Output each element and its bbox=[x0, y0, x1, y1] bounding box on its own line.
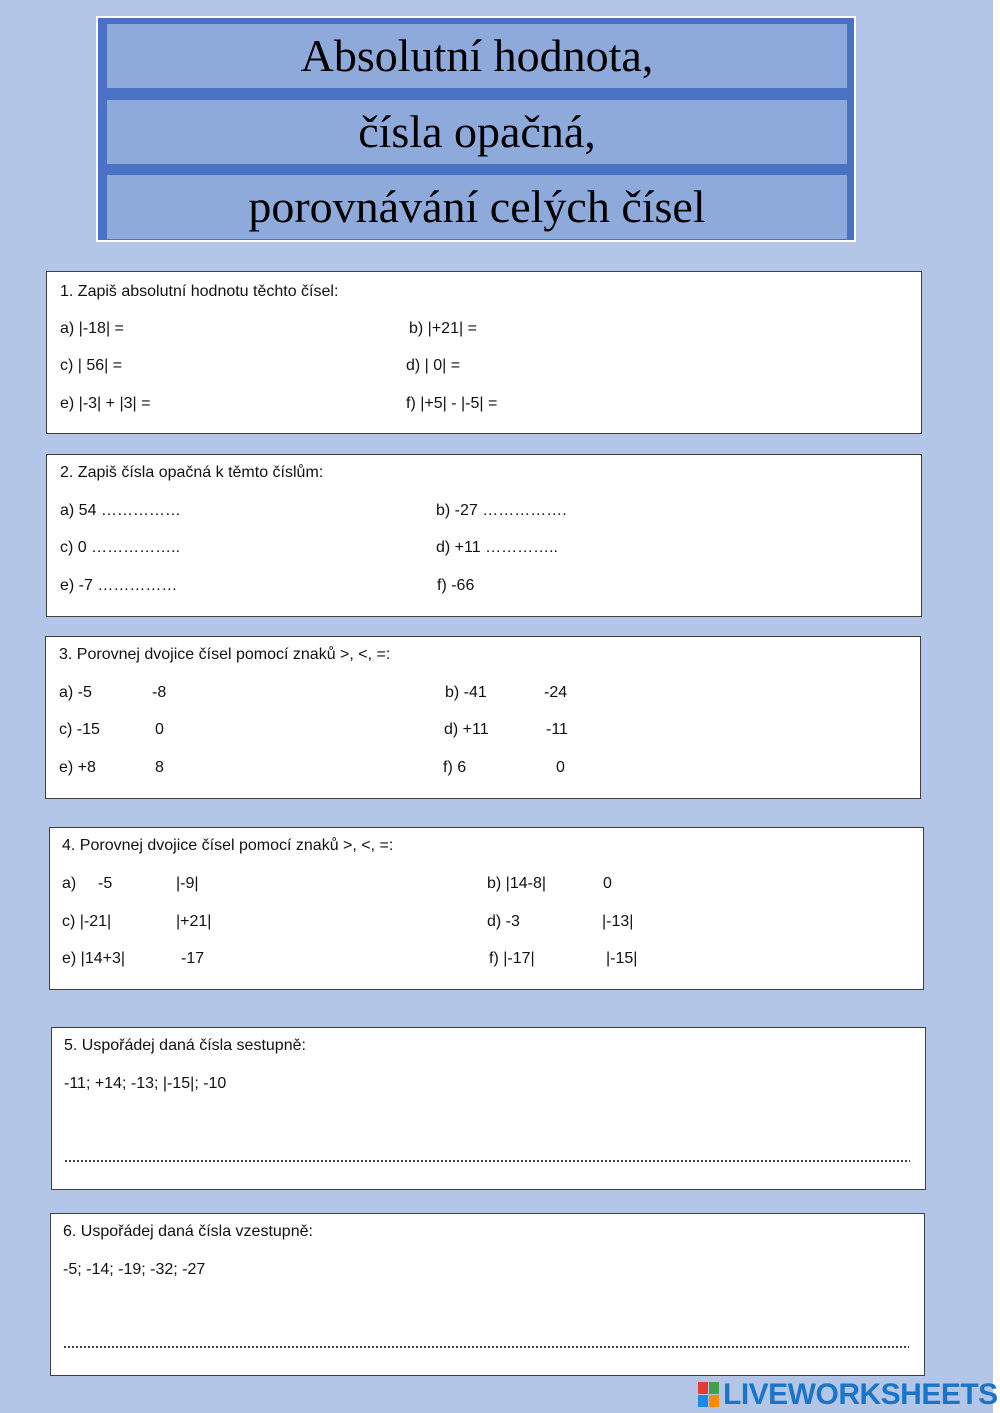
task-4-item-e-label: e) |14+3| bbox=[62, 950, 126, 967]
task-2-item-d[interactable]: d) +11 ………….. bbox=[436, 539, 558, 556]
task-5-box bbox=[51, 1027, 926, 1190]
task-1-title: 1. Zapiš absolutní hodnotu těchto čísel: bbox=[60, 283, 339, 300]
task-3-item-f-label: f) 6 bbox=[443, 759, 467, 776]
task-3-box bbox=[45, 636, 921, 799]
task-4-item-a-label: a) bbox=[62, 875, 77, 892]
task-5-answer-line[interactable] bbox=[64, 1159, 910, 1163]
task-3-item-b-label: b) -41 bbox=[445, 684, 487, 701]
title-line-3: porovnávání celých čísel bbox=[107, 175, 847, 239]
task-4-item-b-label: b) |14-8| bbox=[487, 875, 547, 892]
task-3-item-f-right: 0 bbox=[556, 759, 565, 776]
title-line-1: Absolutní hodnota, bbox=[107, 24, 847, 88]
task-3-item-e-right: 8 bbox=[155, 759, 164, 776]
task-3-item-a-label: a) -5 bbox=[59, 684, 92, 701]
task-3-item-c-right: 0 bbox=[155, 721, 164, 738]
task-2-item-e[interactable]: e) -7 …………… bbox=[60, 577, 178, 594]
task-3-item-b-right: -24 bbox=[544, 684, 568, 701]
task-5-title: 5. Uspořádej daná čísla sestupně: bbox=[64, 1037, 306, 1054]
task-4-title: 4. Porovnej dvojice čísel pomocí znaků >, <, =: bbox=[62, 837, 394, 854]
task-4-item-d-label: d) -3 bbox=[487, 913, 520, 930]
task-4-item-f-right: |-15| bbox=[606, 950, 638, 967]
task-4-item-f-label: f) |-17| bbox=[489, 950, 535, 967]
task-3-item-c-label: c) -15 bbox=[59, 721, 100, 738]
task-6-answer-line[interactable] bbox=[63, 1345, 909, 1349]
task-1-item-e[interactable]: e) |-3| + |3| = bbox=[60, 395, 151, 412]
task-6-title: 6. Uspořádej daná čísla vzestupně: bbox=[63, 1223, 313, 1240]
task-4-item-a-right: |-9| bbox=[176, 875, 199, 892]
task-4-item-a-left: -5 bbox=[98, 875, 113, 892]
task-1-item-f[interactable]: f) |+5| - |-5| = bbox=[406, 395, 498, 412]
task-1-box bbox=[46, 271, 922, 434]
task-1-item-d[interactable]: d) | 0| = bbox=[406, 357, 461, 374]
task-3-item-d-right: -11 bbox=[546, 721, 568, 738]
task-2-item-b[interactable]: b) -27 ……………. bbox=[436, 502, 567, 519]
task-2-title: 2. Zapiš čísla opačná k těmto číslům: bbox=[60, 464, 324, 481]
task-1-item-c[interactable]: c) | 56| = bbox=[60, 357, 123, 374]
task-3-item-e-label: e) +8 bbox=[59, 759, 96, 776]
task-2-item-a[interactable]: a) 54 …………… bbox=[60, 502, 181, 519]
task-6-box bbox=[50, 1213, 925, 1376]
task-4-box bbox=[49, 827, 924, 990]
task-3-item-d-label: d) +11 bbox=[444, 721, 489, 738]
task-2-item-f[interactable]: f) -66 bbox=[437, 577, 475, 594]
task-3-item-a-right: -8 bbox=[152, 684, 167, 701]
task-2-item-c[interactable]: c) 0 …………….. bbox=[60, 539, 181, 556]
task-1-item-a[interactable]: a) |-18| = bbox=[60, 320, 124, 337]
task-6-numbers: -5; -14; -19; -32; -27 bbox=[63, 1261, 206, 1278]
task-4-item-c-label: c) |-21| bbox=[62, 913, 112, 930]
task-4-item-b-right: 0 bbox=[603, 875, 612, 892]
task-3-title: 3. Porovnej dvojice čísel pomocí znaků >, <, =: bbox=[59, 646, 391, 663]
title-header bbox=[96, 16, 856, 242]
task-4-item-c-right: |+21| bbox=[176, 913, 212, 930]
task-5-numbers: -11; +14; -13; |-15|; -10 bbox=[64, 1075, 227, 1092]
task-4-item-e-right: -17 bbox=[181, 950, 205, 967]
logo-squares-icon bbox=[698, 1382, 720, 1408]
task-4-item-d-right: |-13| bbox=[602, 913, 634, 930]
logo-text: LIVEWORKSHEETS bbox=[723, 1378, 998, 1411]
page-edge bbox=[993, 0, 1000, 1413]
liveworksheets-logo bbox=[698, 1378, 998, 1411]
title-line-2: čísla opačná, bbox=[107, 100, 847, 164]
task-1-item-b[interactable]: b) |+21| = bbox=[409, 320, 477, 337]
task-2-box bbox=[46, 454, 922, 617]
